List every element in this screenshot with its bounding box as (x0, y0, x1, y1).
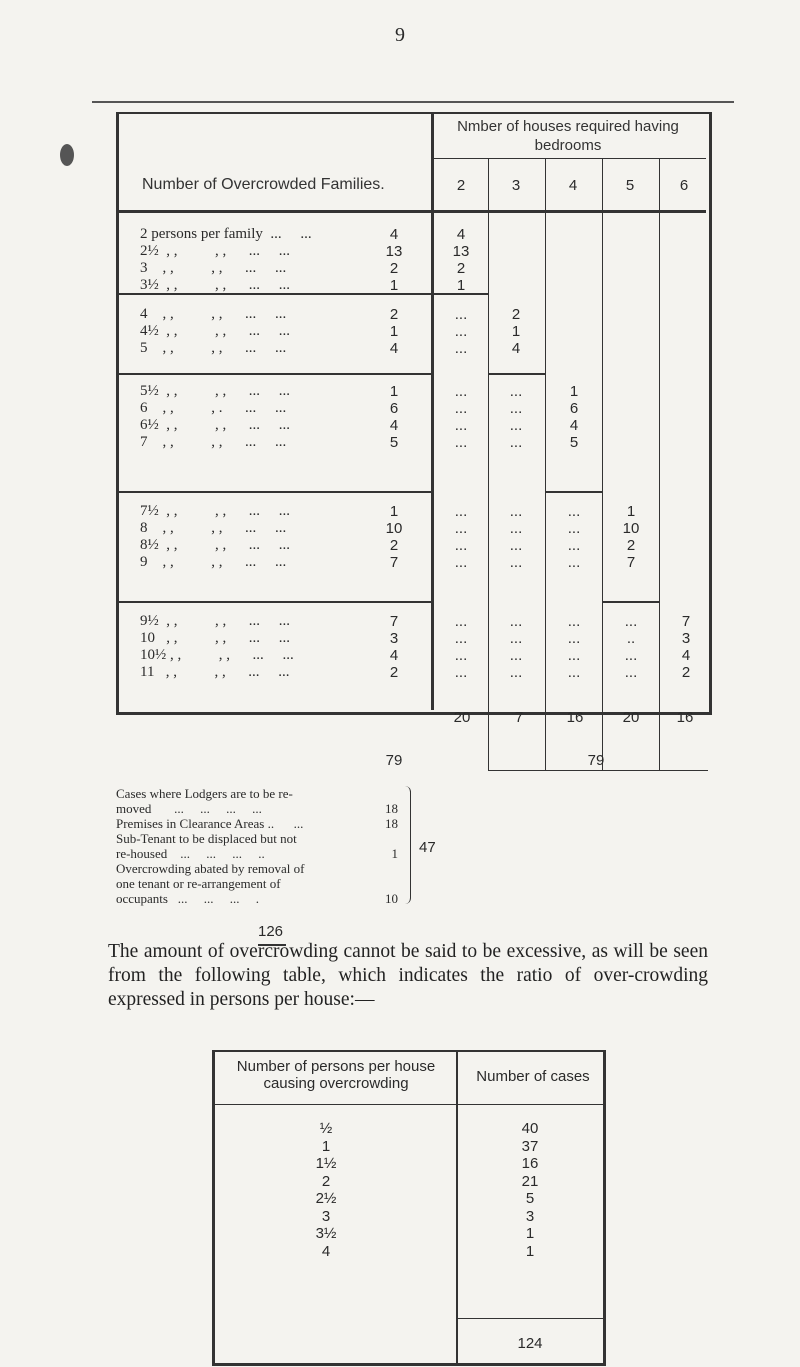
family-count-cell: 4 (389, 417, 399, 434)
column-divider (545, 158, 546, 770)
ratio-header-cases: Number of cases (476, 1068, 590, 1085)
bedroom-3-cell: ... (509, 664, 523, 681)
sum-rule (488, 770, 708, 771)
bedroom-2-cell: ... (454, 630, 468, 647)
family-size-label: 9 , , , , ... ... (140, 554, 287, 570)
family-size-label: 9½ , , , , ... ... (140, 613, 290, 629)
group-rule (602, 601, 659, 603)
bedroom-3-cell: ... (509, 520, 523, 537)
family-count-cell: 1 (389, 503, 399, 520)
note-count: 1 (391, 846, 398, 861)
persons-per-house-cell: 2 (321, 1172, 331, 1190)
bedroom-2-cell: 2 (456, 260, 466, 277)
bedroom-4-cell: 6 (569, 400, 579, 417)
family-count-cell: 4 (389, 647, 399, 664)
family-size-label: 10½ , , , , ... ... (140, 647, 294, 663)
persons-per-house-cell: ½ (319, 1120, 333, 1137)
family-count-cell: 1 (389, 383, 399, 400)
bedroom-2-cell: ... (454, 323, 468, 340)
binder-hole-icon (60, 144, 74, 166)
cases-cell: 5 (525, 1190, 535, 1207)
family-size-label: 7½ , , , , ... ... (140, 503, 290, 519)
family-size-label: 3½ , , , , ... ... (140, 277, 290, 293)
bedroom-5-cell: 7 (626, 554, 636, 571)
family-count-cell: 2 (389, 260, 399, 277)
group-rule (119, 601, 431, 603)
column-divider (431, 112, 434, 710)
group-rule (488, 373, 545, 375)
bedroom-4-cell: ... (567, 503, 581, 520)
note-row: Sub-Tenant to be displaced but not (116, 831, 297, 846)
family-size-label: 2½ , , , , ... ... (140, 243, 290, 259)
family-count-cell: 13 (385, 243, 403, 260)
bedroom-col-4: 4 (568, 177, 578, 194)
note-row: Premises in Clearance Areas .. ... (116, 816, 304, 831)
cases-cell: 1 (525, 1225, 535, 1242)
header-rule (119, 210, 706, 213)
total-bedrooms-4: 16 (566, 709, 584, 726)
bedroom-col-2: 2 (456, 177, 466, 194)
cases-cell: 3 (525, 1207, 535, 1225)
bedroom-4-cell: ... (567, 664, 581, 681)
bedroom-5-cell: 10 (622, 520, 640, 537)
family-count-cell: 1 (389, 277, 399, 294)
family-count-cell: 4 (389, 226, 399, 243)
family-size-label: 7 , , , , ... ... (140, 434, 287, 450)
bedroom-col-5: 5 (625, 177, 635, 194)
group-rule (119, 373, 431, 375)
bedroom-2-cell: ... (454, 503, 468, 520)
bedroom-2-cell: ... (454, 383, 468, 400)
cases-cell: 16 (521, 1155, 539, 1172)
sum-families: 79 (385, 752, 403, 769)
family-size-label: 3 , , , , ... ... (140, 260, 287, 276)
column-divider (488, 158, 489, 770)
note-row: Overcrowding abated by removal of (116, 861, 305, 876)
bedroom-4-cell: 1 (569, 383, 579, 400)
note-row: Cases where Lodgers are to be re- (116, 786, 293, 801)
ratio-total-rule (458, 1318, 603, 1319)
family-size-label: 10 , , , , ... ... (140, 630, 290, 646)
persons-per-house-cell: 2½ (315, 1190, 337, 1207)
bedroom-4-cell: ... (567, 554, 581, 571)
family-size-label: 11 , , , , ... ... (140, 664, 290, 680)
bedroom-4-cell: ... (567, 537, 581, 554)
bedroom-2-cell: ... (454, 554, 468, 571)
other-cases-notes (116, 786, 456, 926)
bedroom-2-cell: ... (454, 537, 468, 554)
total-bedrooms-3: 7 (514, 709, 524, 726)
bedroom-2-cell: 13 (452, 243, 470, 260)
bedroom-3-cell: ... (509, 400, 523, 417)
bedroom-4-cell: ... (567, 630, 581, 647)
column-divider (602, 158, 603, 770)
persons-per-house-cell: 1½ (315, 1155, 337, 1172)
bedroom-3-cell: ... (509, 503, 523, 520)
header-number-of-families: Number of Overcrowded Families. (142, 176, 385, 193)
bedroom-2-cell: ... (454, 520, 468, 537)
family-count-cell: 2 (389, 537, 399, 554)
note-count: 18 (385, 801, 398, 816)
bedroom-5-cell: ... (624, 613, 638, 630)
family-count-cell: 7 (389, 613, 399, 630)
ratio-header-persons: Number of persons per house causing overcrowding (236, 1058, 436, 1092)
cases-cell: 21 (521, 1172, 539, 1190)
bedroom-2-cell: ... (454, 613, 468, 630)
bedroom-5-cell: 1 (626, 503, 636, 520)
cases-cell: 40 (521, 1120, 539, 1137)
bedroom-6-cell: 7 (681, 613, 691, 630)
family-count-cell: 2 (389, 306, 399, 323)
bedroom-3-cell: 4 (511, 340, 521, 357)
persons-per-house-cell: 3½ (315, 1225, 337, 1242)
family-size-label: 2 persons per family ... ... (140, 226, 312, 242)
column-divider (659, 158, 660, 770)
family-size-label: 5 , , , , ... ... (140, 340, 287, 356)
family-size-label: 4 , , , , ... ... (140, 306, 287, 322)
bedroom-3-cell: ... (509, 554, 523, 571)
note-row: occupants ... ... ... . (116, 891, 259, 906)
persons-per-house-cell: 1 (321, 1137, 331, 1155)
bedroom-2-cell: ... (454, 400, 468, 417)
bedroom-2-cell: ... (454, 417, 468, 434)
bedroom-2-cell: ... (454, 434, 468, 451)
bedroom-3-cell: ... (509, 537, 523, 554)
family-count-cell: 2 (389, 664, 399, 681)
note-row: one tenant or re-arrangement of (116, 876, 281, 891)
bedroom-5-cell: .. (626, 630, 636, 647)
family-size-label: 8 , , , , ... ... (140, 520, 287, 536)
note-row: moved ... ... ... ... (116, 801, 262, 816)
cases-cell: 1 (525, 1242, 535, 1260)
grand-total: 126 (258, 923, 284, 940)
bedroom-6-cell: 3 (681, 630, 691, 647)
family-count-cell: 10 (385, 520, 403, 537)
total-bedrooms-2: 20 (453, 709, 471, 726)
total-bedrooms-6: 16 (676, 709, 694, 726)
bedroom-5-cell: ... (624, 647, 638, 664)
ratio-total: 124 (517, 1335, 543, 1352)
bedroom-2-cell: ... (454, 306, 468, 323)
bedroom-2-cell: ... (454, 647, 468, 664)
ratio-header-rule (215, 1104, 603, 1105)
bedroom-3-cell: ... (509, 613, 523, 630)
cases-cell: 37 (521, 1137, 539, 1155)
family-size-label: 5½ , , , , ... ... (140, 383, 290, 399)
sum-houses: 79 (587, 752, 605, 769)
family-size-label: 6½ , , , , ... ... (140, 417, 290, 433)
persons-per-house-cell: 4 (321, 1242, 331, 1260)
bedroom-2-cell: 1 (456, 277, 466, 294)
body-paragraph: The amount of overcrowding cannot be said to be excessive, as will be seen from the following table, which indicates the ratio of over-crowding expressed in persons per house:— (108, 941, 708, 1010)
bedroom-4-cell: 5 (569, 434, 579, 451)
bedroom-3-cell: 1 (511, 323, 521, 340)
bedroom-4-cell: ... (567, 613, 581, 630)
total-bedrooms-5: 20 (622, 709, 640, 726)
group-rule (119, 491, 431, 493)
family-size-label: 4½ , , , , ... ... (140, 323, 290, 339)
bedroom-2-cell: ... (454, 664, 468, 681)
bedroom-6-cell: 2 (681, 664, 691, 681)
bedroom-4-cell: ... (567, 520, 581, 537)
persons-per-house-cell: 3 (321, 1207, 331, 1225)
bedroom-3-cell: ... (509, 383, 523, 400)
bedroom-col-3: 3 (511, 177, 521, 194)
page-number: 9 (395, 24, 405, 46)
note-count: 18 (385, 816, 398, 831)
group-rule (545, 491, 602, 493)
family-count-cell: 7 (389, 554, 399, 571)
notes-brace (402, 786, 411, 904)
bedroom-col-6: 6 (679, 177, 689, 194)
family-count-cell: 4 (389, 340, 399, 357)
family-count-cell: 1 (389, 323, 399, 340)
bedroom-3-cell: 2 (511, 306, 521, 323)
header-rule (434, 158, 706, 159)
header-houses-required: Nmber of houses required having bedrooms (457, 118, 679, 154)
bedroom-6-cell: 4 (681, 647, 691, 664)
bedroom-3-cell: ... (509, 647, 523, 664)
bedroom-4-cell: ... (567, 647, 581, 664)
family-count-cell: 6 (389, 400, 399, 417)
family-count-cell: 5 (389, 434, 399, 451)
family-count-cell: 3 (389, 630, 399, 647)
top-rule (92, 101, 734, 103)
bedroom-3-cell: ... (509, 417, 523, 434)
bedroom-4-cell: 4 (569, 417, 579, 434)
bedroom-5-cell: 2 (626, 537, 636, 554)
bedroom-5-cell: ... (624, 664, 638, 681)
bedroom-3-cell: ... (509, 630, 523, 647)
bedroom-2-cell: ... (454, 340, 468, 357)
notes-subtotal: 47 (419, 839, 436, 856)
bedroom-2-cell: 4 (456, 226, 466, 243)
note-row: re-housed ... ... ... .. (116, 846, 265, 861)
bedroom-3-cell: ... (509, 434, 523, 451)
note-count: 10 (385, 891, 398, 906)
family-size-label: 6 , , , . ... ... (140, 400, 287, 416)
family-size-label: 8½ , , , , ... ... (140, 537, 290, 553)
